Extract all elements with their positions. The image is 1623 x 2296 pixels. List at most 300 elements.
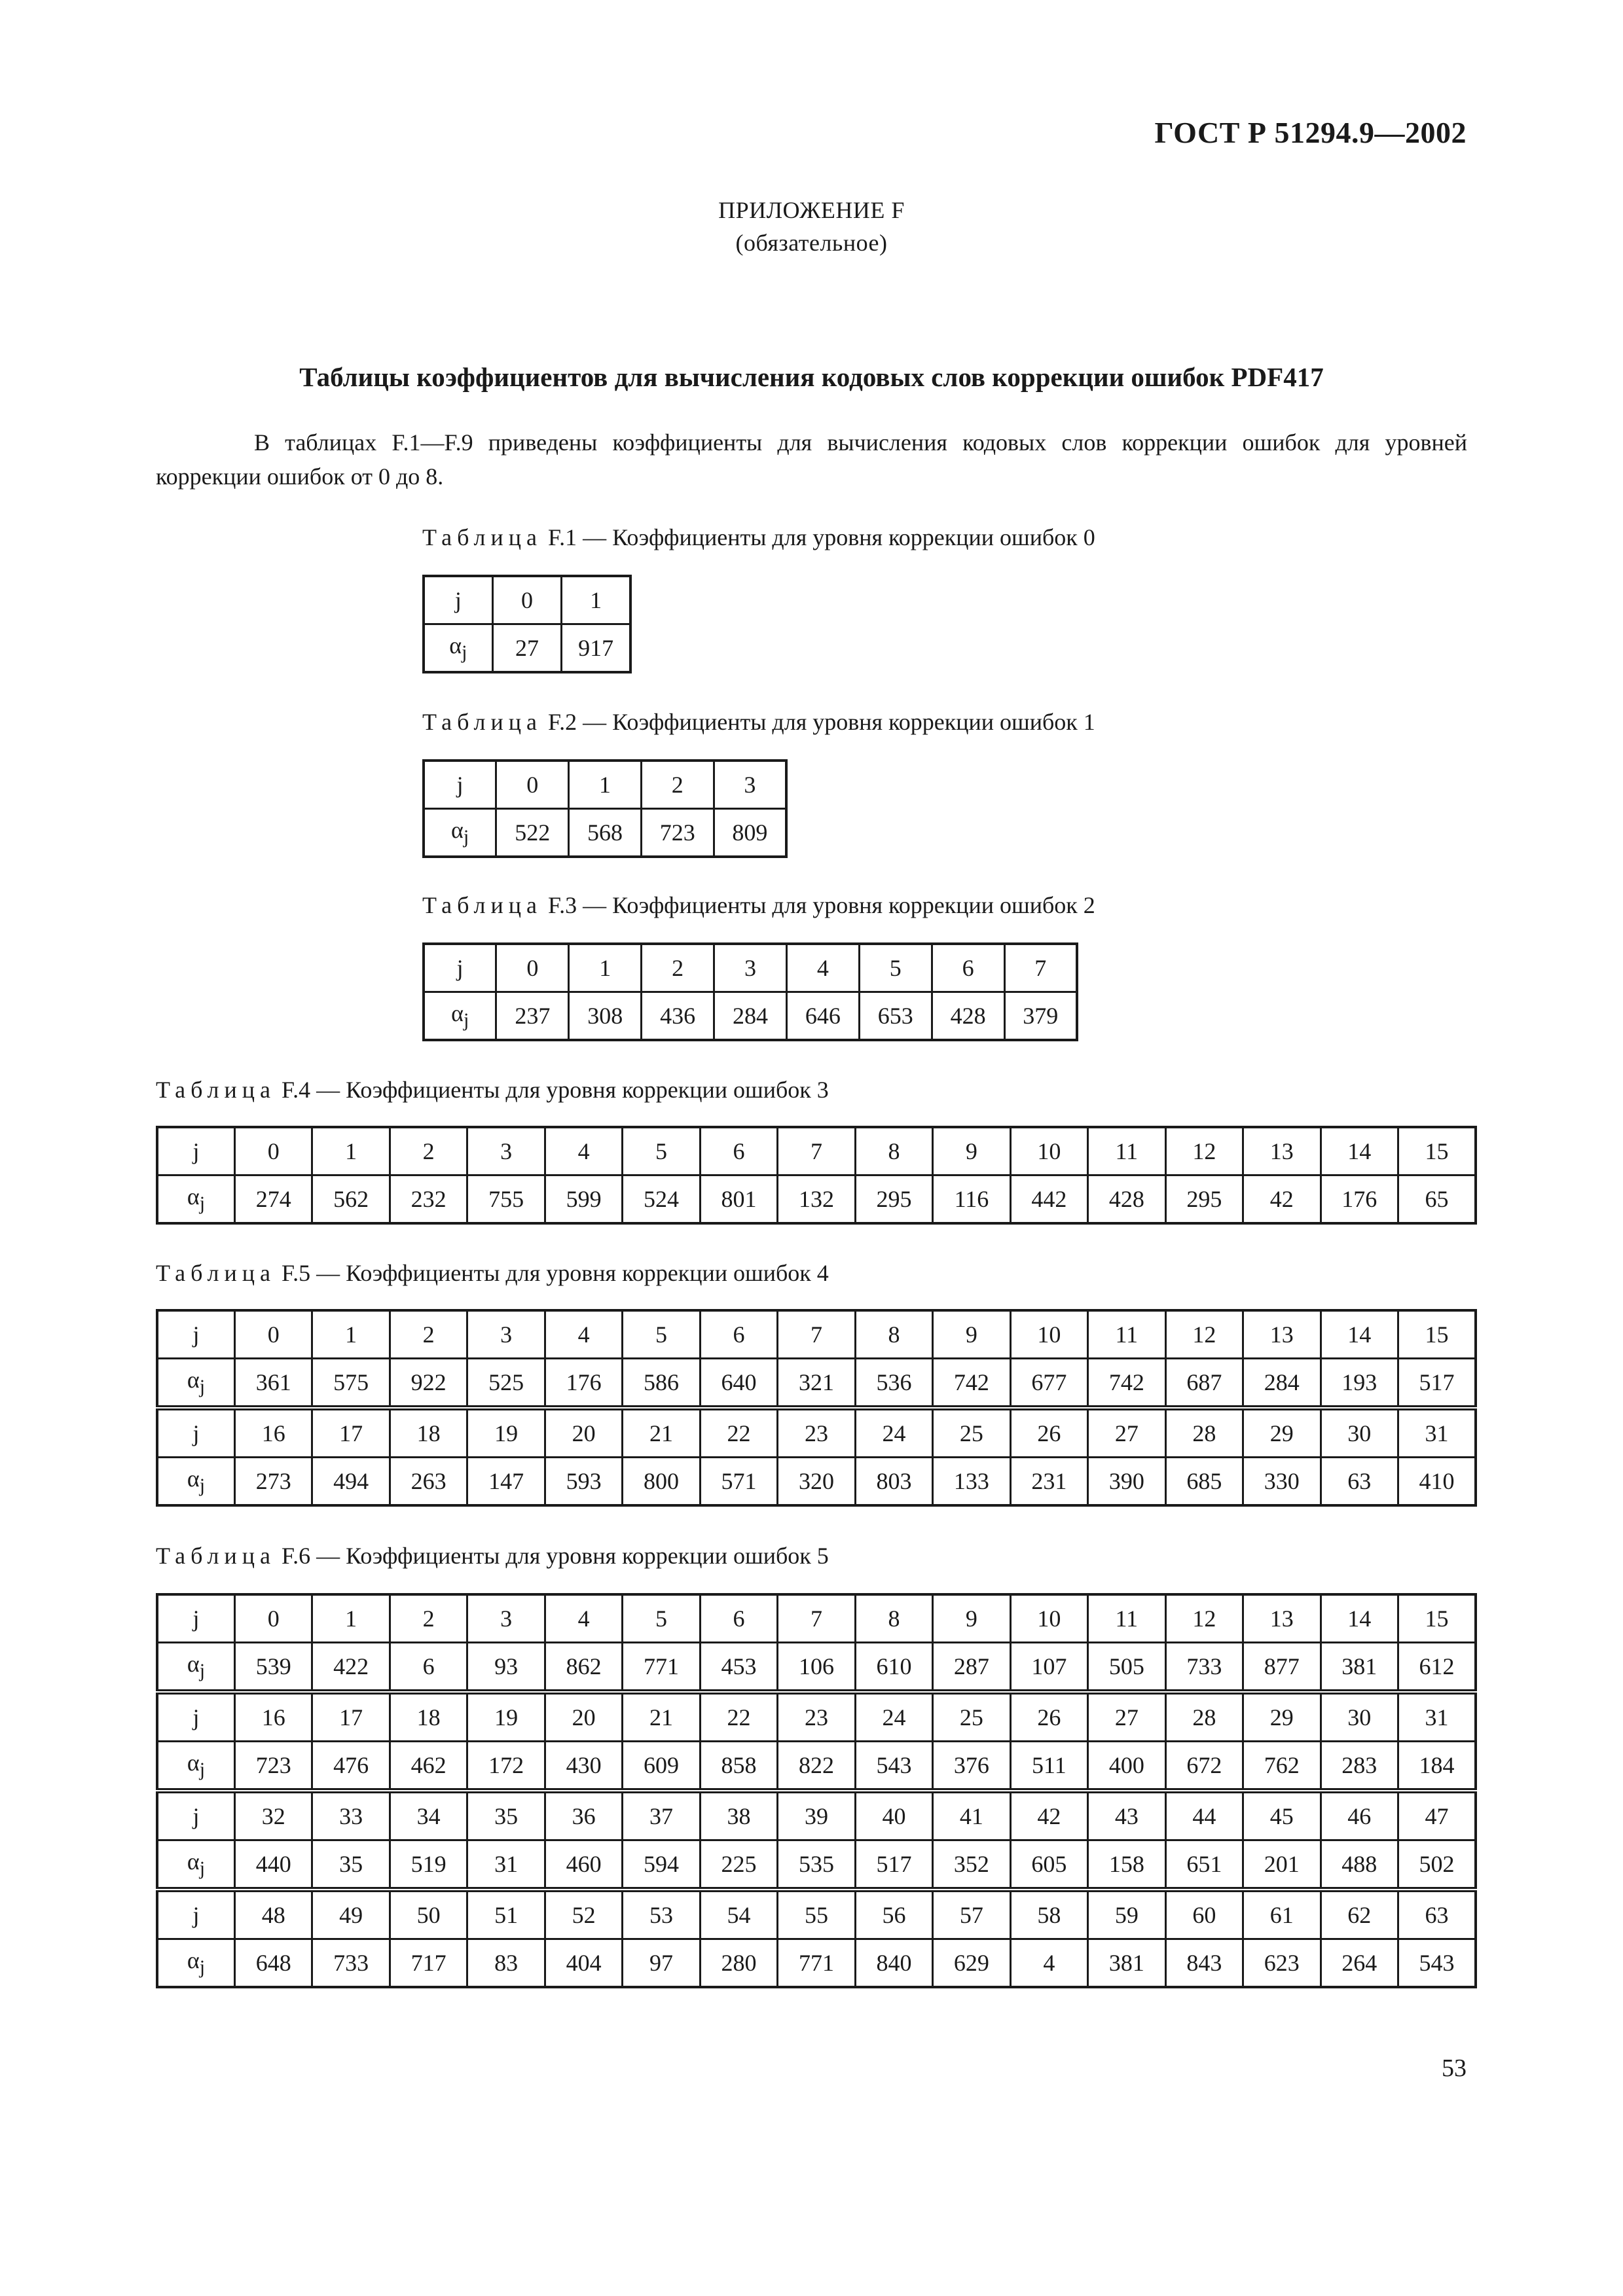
page-number: 53 (1442, 2054, 1467, 2082)
alpha-subscript: j (462, 641, 467, 664)
alpha-symbol: α (449, 632, 462, 659)
alpha-subscript: j (199, 1475, 206, 1497)
coefficient-cell: 440 (234, 1840, 312, 1890)
coefficient-table-f2 (422, 759, 788, 858)
coefficient-cell: 379 (1004, 992, 1077, 1041)
coefficient-cell: 610 (855, 1643, 932, 1693)
table-caption-label: Таблица (422, 709, 542, 735)
index-cell: 51 (467, 1890, 545, 1939)
table-row-coefficient (424, 624, 630, 673)
coefficient-cell: 922 (390, 1359, 467, 1408)
index-cell: 57 (933, 1890, 1010, 1939)
table-row-coefficient (157, 1643, 1476, 1693)
index-cell: 43 (1088, 1791, 1165, 1840)
index-cell: 6 (700, 1127, 777, 1175)
appendix-title: ПРИЛОЖЕНИЕ F (718, 197, 905, 223)
coefficient-table-f4 (156, 1126, 1477, 1225)
index-cell: 35 (467, 1791, 545, 1840)
index-cell: 44 (1165, 1791, 1243, 1840)
coefficient-cell: 593 (545, 1458, 622, 1506)
index-cell: 8 (855, 1127, 932, 1175)
index-cell: 39 (778, 1791, 855, 1840)
coefficient-cell: 352 (933, 1840, 1010, 1890)
table-caption-title: F.2 — Коэффициенты для уровня коррекции ошибок 1 (547, 709, 1095, 735)
coefficient-cell: 330 (1243, 1458, 1321, 1506)
index-cell: 2 (390, 1310, 467, 1359)
index-cell: 23 (778, 1692, 855, 1742)
coefficient-cell: 158 (1088, 1840, 1165, 1890)
coefficient-cell: 733 (1165, 1643, 1243, 1693)
coefficient-cell: 803 (855, 1458, 932, 1506)
coefficient-cell: 822 (778, 1742, 855, 1791)
coefficient-cell: 428 (1088, 1175, 1165, 1224)
coefficient-cell: 594 (623, 1840, 700, 1890)
coefficient-cell: 771 (623, 1643, 700, 1693)
index-cell: 1 (569, 944, 642, 992)
row-header-alpha (424, 624, 492, 673)
coefficient-cell: 308 (569, 992, 642, 1041)
coefficient-cell: 502 (1398, 1840, 1476, 1890)
coefficient-cell: 543 (855, 1742, 932, 1791)
index-cell: 1 (312, 1127, 390, 1175)
row-header-alpha (424, 992, 496, 1041)
index-cell: 8 (855, 1594, 932, 1643)
coefficient-cell: 107 (1010, 1643, 1087, 1693)
standard-code: ГОСТ Р 51294.9—2002 (1154, 116, 1467, 149)
coefficient-cell: 381 (1321, 1643, 1398, 1693)
coefficient-cell: 568 (569, 809, 642, 857)
index-cell: 8 (855, 1310, 932, 1359)
coefficient-cell: 571 (700, 1458, 777, 1506)
index-cell: 20 (545, 1408, 622, 1458)
index-cell: 34 (390, 1791, 467, 1840)
table-caption (156, 1259, 829, 1287)
index-cell: 45 (1243, 1791, 1321, 1840)
index-cell: 14 (1321, 1127, 1398, 1175)
index-cell: 22 (700, 1692, 777, 1742)
index-cell: 3 (714, 761, 786, 809)
coefficient-cell: 231 (1010, 1458, 1087, 1506)
index-cell: 37 (623, 1791, 700, 1840)
table-caption (422, 708, 1095, 736)
table-row-coefficient (157, 1939, 1476, 1988)
index-cell: 42 (1010, 1791, 1087, 1840)
coefficient-cell: 295 (855, 1175, 932, 1224)
index-cell: 54 (700, 1890, 777, 1939)
coefficient-cell: 843 (1165, 1939, 1243, 1988)
row-header-alpha (157, 1840, 234, 1890)
coefficient-cell: 685 (1165, 1458, 1243, 1506)
table-caption (422, 524, 1095, 551)
coefficient-cell: 755 (467, 1175, 545, 1224)
coefficient-cell: 295 (1165, 1175, 1243, 1224)
coefficient-cell: 116 (933, 1175, 1010, 1224)
table-row-coefficient (157, 1175, 1476, 1224)
alpha-symbol: α (451, 817, 464, 844)
appendix-heading (0, 194, 1623, 259)
index-cell: 47 (1398, 1791, 1476, 1840)
coefficient-cell: 762 (1243, 1742, 1321, 1791)
index-cell: 9 (933, 1127, 1010, 1175)
table-row-coefficient (424, 809, 786, 857)
index-cell: 27 (1088, 1692, 1165, 1742)
row-header-j: j (157, 1408, 234, 1458)
index-cell: 26 (1010, 1408, 1087, 1458)
index-cell: 56 (855, 1890, 932, 1939)
coefficient-cell: 422 (312, 1643, 390, 1693)
coefficient-cell: 801 (700, 1175, 777, 1224)
coefficient-cell: 27 (492, 624, 561, 673)
index-cell: 0 (496, 944, 569, 992)
index-cell: 22 (700, 1408, 777, 1458)
coefficient-cell: 232 (390, 1175, 467, 1224)
index-cell: 31 (1398, 1692, 1476, 1742)
coefficient-cell: 83 (467, 1939, 545, 1988)
index-cell: 14 (1321, 1310, 1398, 1359)
coefficient-cell: 476 (312, 1742, 390, 1791)
coefficient-cell: 651 (1165, 1840, 1243, 1890)
index-cell: 29 (1243, 1692, 1321, 1742)
index-cell: 2 (390, 1594, 467, 1643)
index-cell: 2 (642, 944, 714, 992)
alpha-symbol: α (187, 1749, 200, 1776)
index-cell: 40 (855, 1791, 932, 1840)
intro-paragraph: В таблицах F.1—F.9 приведены коэффициенты для вычисления кодовых слов коррекции ошибок для уровней коррекции ошибок от 0 до 8. (156, 429, 1467, 490)
index-cell: 18 (390, 1408, 467, 1458)
alpha-symbol: α (187, 1183, 200, 1210)
index-cell: 3 (714, 944, 787, 992)
coefficient-cell: 147 (467, 1458, 545, 1506)
index-cell: 59 (1088, 1890, 1165, 1939)
coefficient-cell: 858 (700, 1742, 777, 1791)
coefficient-cell: 430 (545, 1742, 622, 1791)
coefficient-cell: 284 (1243, 1359, 1321, 1408)
index-cell: 15 (1398, 1310, 1476, 1359)
alpha-symbol: α (187, 1651, 200, 1677)
coefficient-cell: 653 (859, 992, 932, 1041)
table-row-coefficient (157, 1458, 1476, 1506)
index-cell: 23 (778, 1408, 855, 1458)
index-cell: 3 (467, 1127, 545, 1175)
coefficient-cell: 623 (1243, 1939, 1321, 1988)
row-header-j: j (157, 1791, 234, 1840)
table-caption-label: Таблица (156, 1543, 276, 1569)
coefficient-cell: 605 (1010, 1840, 1087, 1890)
coefficient-cell: 263 (390, 1458, 467, 1506)
table-row-index (157, 1890, 1476, 1939)
index-cell: 46 (1321, 1791, 1398, 1840)
index-cell: 55 (778, 1890, 855, 1939)
coefficient-cell: 93 (467, 1643, 545, 1693)
index-cell: 24 (855, 1408, 932, 1458)
coefficient-cell: 612 (1398, 1643, 1476, 1693)
index-cell: 16 (234, 1692, 312, 1742)
coefficient-cell: 562 (312, 1175, 390, 1224)
index-cell: 24 (855, 1692, 932, 1742)
coefficient-cell: 133 (933, 1458, 1010, 1506)
index-cell: 13 (1243, 1310, 1321, 1359)
index-cell: 31 (1398, 1408, 1476, 1458)
coefficient-cell: 742 (933, 1359, 1010, 1408)
coefficient-cell: 800 (623, 1458, 700, 1506)
alpha-subscript: j (199, 1660, 206, 1682)
index-cell: 60 (1165, 1890, 1243, 1939)
index-cell: 14 (1321, 1594, 1398, 1643)
row-header-j: j (157, 1127, 234, 1175)
index-cell: 28 (1165, 1692, 1243, 1742)
index-cell: 28 (1165, 1408, 1243, 1458)
index-cell: 63 (1398, 1890, 1476, 1939)
index-cell: 58 (1010, 1890, 1087, 1939)
coefficient-cell: 280 (700, 1939, 777, 1988)
index-cell: 30 (1321, 1692, 1398, 1742)
row-header-alpha (157, 1643, 234, 1693)
index-cell: 9 (933, 1594, 1010, 1643)
coefficient-cell: 723 (641, 809, 714, 857)
index-cell: 1 (312, 1310, 390, 1359)
alpha-subscript: j (199, 1956, 206, 1979)
index-cell: 52 (545, 1890, 622, 1939)
index-cell: 61 (1243, 1890, 1321, 1939)
coefficient-cell: 453 (700, 1643, 777, 1693)
index-cell: 41 (933, 1791, 1010, 1840)
alpha-subscript: j (199, 1759, 206, 1781)
index-cell: 6 (700, 1310, 777, 1359)
coefficient-cell: 361 (234, 1359, 312, 1408)
coefficient-cell: 287 (933, 1643, 1010, 1693)
index-cell: 20 (545, 1692, 622, 1742)
row-header-j: j (424, 944, 496, 992)
coefficient-cell: 400 (1088, 1742, 1165, 1791)
coefficient-cell: 840 (855, 1939, 932, 1988)
coefficient-table-f3 (422, 942, 1078, 1041)
coefficient-cell: 42 (1243, 1175, 1321, 1224)
index-cell: 3 (467, 1594, 545, 1643)
coefficient-cell: 877 (1243, 1643, 1321, 1693)
row-header-j: j (157, 1310, 234, 1359)
coefficient-cell: 862 (545, 1643, 622, 1693)
coefficient-cell: 460 (545, 1840, 622, 1890)
index-cell: 29 (1243, 1408, 1321, 1458)
row-header-alpha (157, 1175, 234, 1224)
table-caption-label: Таблица (156, 1077, 276, 1103)
coefficient-cell: 733 (312, 1939, 390, 1988)
index-cell: 0 (234, 1594, 312, 1643)
index-cell: 2 (390, 1127, 467, 1175)
coefficient-cell: 237 (496, 992, 569, 1041)
coefficient-table-f5 (156, 1309, 1477, 1507)
main-title: Таблицы коэффициентов для вычисления кодовых слов коррекции ошибок PDF417 (299, 362, 1324, 392)
coefficient-cell: 4 (1010, 1939, 1087, 1988)
alpha-subscript: j (463, 1009, 469, 1031)
table-caption-label: Таблица (156, 1260, 276, 1286)
coefficient-cell: 176 (1321, 1175, 1398, 1224)
coefficient-cell: 677 (1010, 1359, 1087, 1408)
index-cell: 5 (623, 1127, 700, 1175)
row-header-j: j (157, 1890, 234, 1939)
coefficient-cell: 742 (1088, 1359, 1165, 1408)
index-cell: 7 (778, 1594, 855, 1643)
coefficient-cell: 609 (623, 1742, 700, 1791)
table-caption-title: F.6 — Коэффициенты для уровня коррекции ошибок 5 (281, 1543, 829, 1569)
row-header-j: j (157, 1692, 234, 1742)
index-cell: 0 (234, 1310, 312, 1359)
table-row-index (424, 761, 786, 809)
coefficient-cell: 201 (1243, 1840, 1321, 1890)
index-cell: 7 (778, 1310, 855, 1359)
table-row-coefficient (157, 1359, 1476, 1408)
coefficient-cell: 517 (855, 1840, 932, 1890)
index-cell: 17 (312, 1692, 390, 1742)
index-cell: 15 (1398, 1594, 1476, 1643)
index-cell: 17 (312, 1408, 390, 1458)
index-cell: 53 (623, 1890, 700, 1939)
coefficient-cell: 717 (390, 1939, 467, 1988)
coefficient-cell: 517 (1398, 1359, 1476, 1408)
index-cell: 12 (1165, 1127, 1243, 1175)
coefficient-cell: 410 (1398, 1458, 1476, 1506)
table-row-coefficient (424, 992, 1077, 1041)
alpha-symbol: α (187, 1947, 200, 1974)
table-caption (156, 1076, 829, 1103)
table-row-index (424, 944, 1077, 992)
index-cell: 50 (390, 1890, 467, 1939)
coefficient-cell: 599 (545, 1175, 622, 1224)
table-caption-title: F.4 — Коэффициенты для уровня коррекции ошибок 3 (281, 1077, 829, 1103)
index-cell: 4 (545, 1594, 622, 1643)
row-header-alpha (157, 1458, 234, 1506)
index-cell: 12 (1165, 1310, 1243, 1359)
coefficient-cell: 6 (390, 1643, 467, 1693)
index-cell: 62 (1321, 1890, 1398, 1939)
coefficient-cell: 539 (234, 1643, 312, 1693)
index-cell: 18 (390, 1692, 467, 1742)
coefficient-cell: 35 (312, 1840, 390, 1890)
index-cell: 19 (467, 1408, 545, 1458)
coefficient-cell: 390 (1088, 1458, 1165, 1506)
index-cell: 38 (700, 1791, 777, 1840)
table-caption-title: F.5 — Коэффициенты для уровня коррекции ошибок 4 (281, 1260, 829, 1286)
coefficient-cell: 321 (778, 1359, 855, 1408)
index-cell: 1 (562, 576, 630, 624)
coefficient-cell: 442 (1010, 1175, 1087, 1224)
coefficient-cell: 771 (778, 1939, 855, 1988)
alpha-symbol: α (187, 1848, 200, 1875)
index-cell: 19 (467, 1692, 545, 1742)
coefficient-cell: 809 (714, 809, 786, 857)
alpha-subscript: j (199, 1857, 206, 1880)
coefficient-cell: 586 (623, 1359, 700, 1408)
index-cell: 16 (234, 1408, 312, 1458)
index-cell: 12 (1165, 1594, 1243, 1643)
index-cell: 30 (1321, 1408, 1398, 1458)
index-cell: 0 (234, 1127, 312, 1175)
coefficient-cell: 536 (855, 1359, 932, 1408)
table-row-index (157, 1127, 1476, 1175)
coefficient-cell: 511 (1010, 1742, 1087, 1791)
row-header-j: j (157, 1594, 234, 1643)
index-cell: 21 (623, 1692, 700, 1742)
coefficient-cell: 917 (562, 624, 630, 673)
coefficient-cell: 274 (234, 1175, 312, 1224)
coefficient-cell: 519 (390, 1840, 467, 1890)
coefficient-cell: 63 (1321, 1458, 1398, 1506)
table-row-index (424, 576, 630, 624)
coefficient-cell: 640 (700, 1359, 777, 1408)
index-cell: 9 (933, 1310, 1010, 1359)
coefficient-cell: 106 (778, 1643, 855, 1693)
coefficient-cell: 381 (1088, 1939, 1165, 1988)
coefficient-cell: 494 (312, 1458, 390, 1506)
coefficient-cell: 648 (234, 1939, 312, 1988)
index-cell: 10 (1010, 1594, 1087, 1643)
index-cell: 5 (623, 1310, 700, 1359)
index-cell: 11 (1088, 1310, 1165, 1359)
table-row-index (157, 1408, 1476, 1458)
coefficient-cell: 524 (623, 1175, 700, 1224)
index-cell: 2 (641, 761, 714, 809)
index-cell: 4 (786, 944, 859, 992)
coefficient-cell: 283 (1321, 1742, 1398, 1791)
row-header-j: j (424, 576, 492, 624)
index-cell: 10 (1010, 1310, 1087, 1359)
table-row-index (157, 1310, 1476, 1359)
coefficient-cell: 505 (1088, 1643, 1165, 1693)
coefficient-cell: 284 (714, 992, 787, 1041)
index-cell: 11 (1088, 1127, 1165, 1175)
table-caption-title: F.3 — Коэффициенты для уровня коррекции ошибок 2 (547, 892, 1095, 918)
index-cell: 49 (312, 1890, 390, 1939)
index-cell: 0 (496, 761, 569, 809)
alpha-subscript: j (463, 826, 469, 848)
coefficient-cell: 525 (467, 1359, 545, 1408)
index-cell: 26 (1010, 1692, 1087, 1742)
table-caption-title: F.1 — Коэффициенты для уровня коррекции ошибок 0 (547, 524, 1095, 550)
index-cell: 11 (1088, 1594, 1165, 1643)
table-caption-label: Таблица (422, 524, 542, 550)
index-cell: 36 (545, 1791, 622, 1840)
coefficient-table-f6 (156, 1593, 1477, 1988)
coefficient-cell: 629 (933, 1939, 1010, 1988)
table-row-index (157, 1692, 1476, 1742)
row-header-j: j (424, 761, 496, 809)
index-cell: 32 (234, 1791, 312, 1840)
index-cell: 13 (1243, 1127, 1321, 1175)
coefficient-cell: 672 (1165, 1742, 1243, 1791)
coefficient-cell: 462 (390, 1742, 467, 1791)
index-cell: 0 (492, 576, 561, 624)
index-cell: 48 (234, 1890, 312, 1939)
row-header-alpha (157, 1939, 234, 1988)
alpha-symbol: α (187, 1367, 200, 1393)
alpha-symbol: α (187, 1465, 200, 1492)
index-cell: 15 (1398, 1127, 1476, 1175)
coefficient-cell: 535 (778, 1840, 855, 1890)
row-header-alpha (157, 1359, 234, 1408)
index-cell: 25 (933, 1408, 1010, 1458)
coefficient-cell: 172 (467, 1742, 545, 1791)
index-cell: 13 (1243, 1594, 1321, 1643)
index-cell: 7 (778, 1127, 855, 1175)
coefficient-cell: 31 (467, 1840, 545, 1890)
coefficient-cell: 176 (545, 1359, 622, 1408)
index-cell: 7 (1004, 944, 1077, 992)
coefficient-cell: 436 (642, 992, 714, 1041)
coefficient-cell: 376 (933, 1742, 1010, 1791)
coefficient-table-f1 (422, 575, 632, 673)
table-row-index (157, 1594, 1476, 1643)
index-cell: 6 (700, 1594, 777, 1643)
